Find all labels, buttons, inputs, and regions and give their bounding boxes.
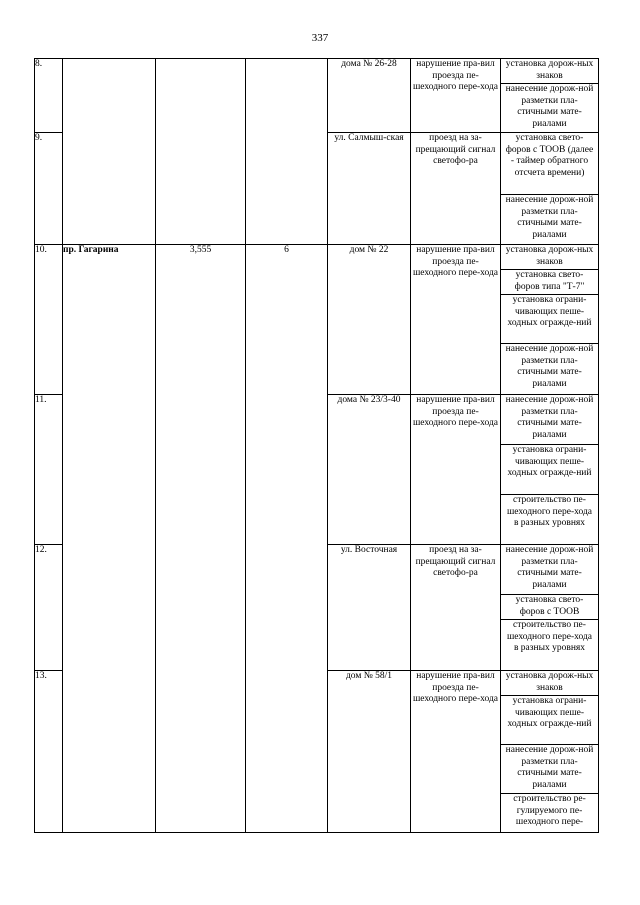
measure-item: установка дорож-ных знаков [501, 245, 598, 270]
location: дом № 22 [328, 245, 411, 395]
dangerous-sections-table [34, 58, 599, 833]
row-number: 11. [35, 395, 63, 545]
violation: нарушение пра-вил проезда пе-шеходного пере-хода [411, 395, 501, 545]
table-row [35, 245, 599, 395]
measure-item: установка ограни-чивающих пеше-ходных огражде-ний [501, 445, 598, 495]
violation: нарушение пра-вил проезда пе-шеходного пере-хода [411, 245, 501, 395]
measure-item: установка свето-форов с ТООВ [501, 595, 598, 620]
violation: нарушение пра-вил проезда пе-шеходного пере-хода [411, 671, 501, 833]
section-length: 3,555 [156, 245, 246, 833]
measure-item: установка дорож-ных знаков [501, 671, 598, 696]
row-number: 13. [35, 671, 63, 833]
section-length [156, 59, 246, 245]
location: дома № 23/3-40 [328, 395, 411, 545]
measure-item: строительство пе-шеходного пере-хода в разных уровнях [506, 495, 593, 528]
measures [501, 245, 599, 395]
measure-item: установка свето-форов типа "Т-7" [501, 270, 598, 295]
row-number: 8. [35, 59, 63, 133]
measures [501, 59, 599, 133]
measure-item: нанесение дорож-ной разметки пла-стичными мате-риалами [501, 395, 598, 445]
row-number: 9. [35, 133, 63, 245]
location: дома № 26-28 [328, 59, 411, 133]
measure-item: строительство ре-гулируемого пе-шеходного пере- [513, 794, 586, 827]
table-row [35, 59, 599, 133]
accident-count: 6 [246, 245, 328, 833]
accident-count [246, 59, 328, 245]
row-number: 10. [35, 245, 63, 395]
measure-item: установка дорож-ных знаков [501, 59, 598, 84]
measure-item: нанесение дорож-ной разметки пла-стичными мате-риалами [501, 745, 598, 794]
measure-item: нанесение дорож-ной разметки пла-стичными мате-риалами [501, 545, 598, 595]
page-number: 337 [311, 32, 329, 44]
measure-item: нанесение дорож-ной разметки пла-стичными мате-риалами [505, 344, 594, 389]
measure-item: установка свето-форов с ТООВ (далее - таймер обратного отсчета времени) [501, 133, 598, 195]
location: ул. Салмыш-ская [328, 133, 411, 245]
measure-item: строительство пе-шеходного пере-хода в разных уровнях [506, 620, 593, 653]
measure-item: нанесение дорож-ной разметки пла-стичными мате-риалами [505, 195, 594, 240]
measure-item: нанесение дорож-ной разметки пла-стичными мате-риалами [505, 84, 594, 129]
measure-item: установка ограни-чивающих пеше-ходных огражде-ний [501, 295, 598, 344]
measures [501, 545, 599, 671]
violation: проезд на за-прещающий сигнал светофо-ра [411, 133, 501, 245]
measures [501, 395, 599, 545]
measure-item: установка ограни-чивающих пеше-ходных огражде-ний [501, 696, 598, 745]
violation: нарушение пра-вил проезда пе-шеходного пере-хода [411, 59, 501, 133]
street-name [63, 59, 156, 245]
location: ул. Восточная [328, 545, 411, 671]
measures [501, 671, 599, 833]
violation: проезд на за-прещающий сигнал светофо-ра [411, 545, 501, 671]
street-name: пр. Гагарина [63, 245, 156, 833]
measures [501, 133, 599, 245]
row-number: 12. [35, 545, 63, 671]
location: дом № 58/1 [328, 671, 411, 833]
